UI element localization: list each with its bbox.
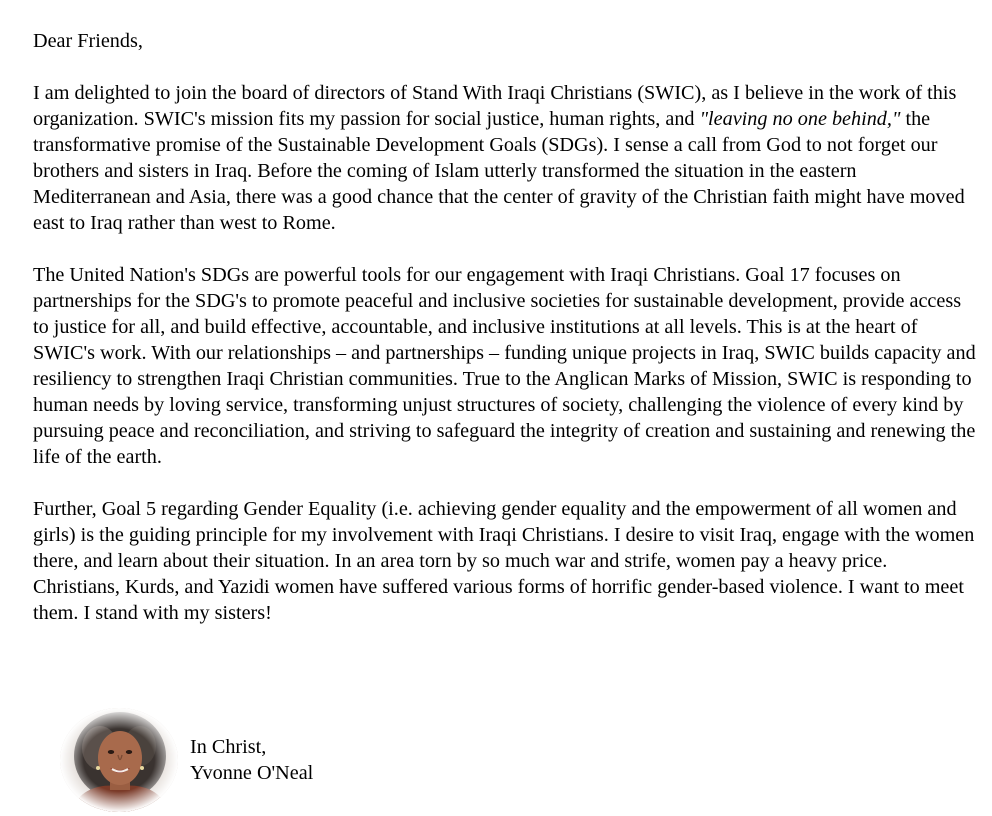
signature-block: [60, 708, 660, 816]
paragraph-1-intro: I am delighted to join the board of directors of Stand With Iraqi Christians (SWIC), as I believe in the work of this organization. SWIC's mission fits my passion for social justice, human rights, and: [33, 82, 957, 130]
paragraph-1-rest: the transformative promise of the Sustainable Development Goals (SDGs). I sense a call from God to not forget our brothers and sisters in Iraq. Before the coming of Islam utterly transformed the situation in the eastern Mediterranean and Asia, there was a good chance that the center of gravity of the Christian faith might have moved east to Iraq rather than west to Rome.: [33, 108, 965, 234]
letter-body: [33, 28, 978, 626]
paragraph-3: Further, Goal 5 regarding Gender Equality (i.e. achieving gender equality and the empowerment of all women and girls) is the guiding principle for my involvement with Iraqi Christians. I desire to visit Iraq, engage with the women there, and learn about their situation. In an area torn by so much war and strife, women pay a heavy price. Christians, Kurds, and Yazidi women have suffered various forms of horrific gender-based violence. I want to meet them. I stand with my sisters!: [33, 498, 975, 624]
signer-name: Yvonne O'Neal: [190, 762, 314, 784]
closing-line: In Christ,: [190, 736, 267, 758]
paragraph-1: [33, 80, 978, 236]
paragraph-2: The United Nation's SDGs are powerful tools for our engagement with Iraqi Christians. Goal 17 focuses on partnerships for the SDG's to promote peaceful and inclusive societies for sustainable development, provide access to justice for all, and build effective, accountable, and inclusive institutions at all levels. This is at the heart of SWIC's work. With our relationships – and partnerships – funding unique projects in Iraq, SWIC builds capacity and resiliency to strengthen Iraqi Christian communities. True to the Anglican Marks of Mission, SWIC is responding to human needs by loving service, transforming unjust structures of society, challenging the violence of every kind by pursuing peace and reconciliation, and striving to safeguard the integrity of creation and sustaining and renewing the life of the earth.: [33, 264, 976, 468]
salutation: Dear Friends,: [33, 30, 143, 52]
paragraph-1-quote: "leaving no one behind,": [699, 108, 901, 130]
signature-text: [190, 734, 313, 786]
portrait-photo-icon: [60, 708, 178, 812]
